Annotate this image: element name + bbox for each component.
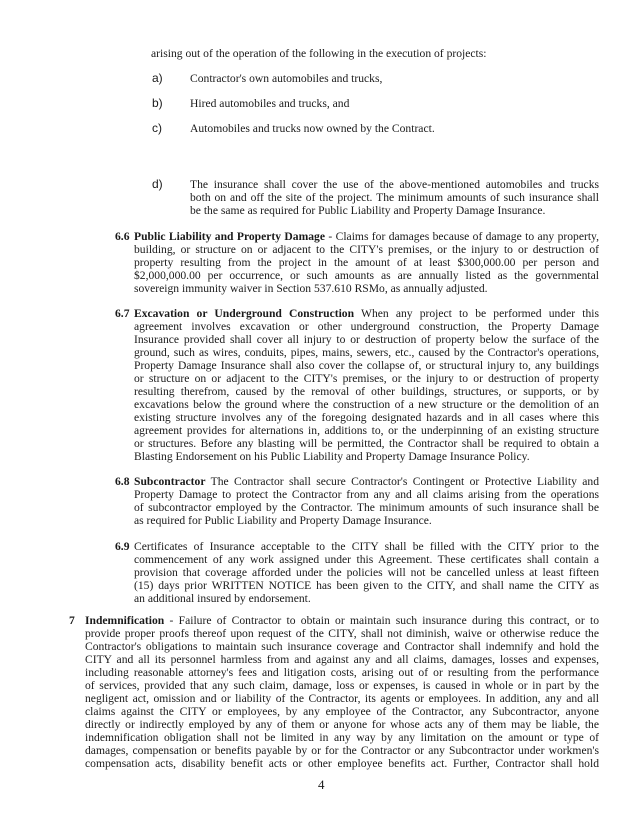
list-label-a: a) bbox=[152, 71, 163, 85]
section-heading: Excavation or Underground Construction bbox=[134, 307, 355, 320]
section-number: 6.8 bbox=[115, 475, 130, 488]
section-line: an additional insured by endorsement. bbox=[134, 592, 311, 605]
section-line: (15) days prior WRITTEN NOTICE has been given to the CITY, and shall name the CITY as bbox=[134, 579, 599, 592]
section-number: 6.9 bbox=[115, 540, 130, 553]
section-6-7-first-line: Excavation or Underground Construction When any project to be performed under this bbox=[134, 307, 600, 320]
section-heading: Subcontractor bbox=[134, 475, 206, 488]
section-line: Insurance provided shall cover all injury to or destruction of property below the surface of the bbox=[134, 333, 599, 346]
section-line: property resulting from the project in the amount of at least $300,000.00 per person and bbox=[134, 256, 599, 269]
section-number: 7 bbox=[69, 614, 75, 627]
section-line: agreement involves excavation or other underground construction, the Property Damage bbox=[134, 320, 599, 333]
section-line: commencement of any work assigned under this Agreement. These certificates shall contain a bbox=[134, 553, 599, 566]
section-number: 6.6 bbox=[115, 230, 130, 243]
section-6-6-first-line: Public Liability and Property Damage - Claims for damages because of damage to any property, bbox=[134, 230, 599, 243]
section-line: of subcontractor employed by the Contractor. The minimum amounts of such insurance shall be bbox=[134, 501, 599, 514]
section-line: excavations below the ground where the construction of a new structure or the demolition of an bbox=[134, 398, 599, 411]
section-line: Contractor's obligations to maintain such insurance coverage and Contractor shall indemnify and hold the bbox=[85, 640, 599, 653]
section-heading: Public Liability and Property Damage bbox=[134, 230, 326, 243]
section-line: Blasting Endorsement on his Public Liability and Property Damage Insurance Policy. bbox=[134, 450, 530, 463]
section-line: of services, provided that any such claim, damage, loss or expenses, is caused in whole or in part by the bbox=[85, 679, 599, 692]
section-line: $2,000,000.00 per occurrence, or such amounts as are annually listed as the governmental bbox=[134, 269, 599, 282]
section-line: Certificates of Insurance acceptable to the CITY shall be filled with the CITY prior to the bbox=[134, 540, 599, 553]
section-number: 6.7 bbox=[115, 307, 130, 320]
section-heading: Indemnification bbox=[85, 614, 165, 627]
section-line: building, or structure on or adjacent to the CITY's premises, or the injury to or destruction of bbox=[134, 243, 599, 256]
section-line: resulting therefrom, caused by the removal of other buildings, structures, or supports, or by bbox=[134, 385, 599, 398]
section-line: or structures. Before any blasting will be permitted, the Contractor shall be required to obtain a bbox=[134, 437, 599, 450]
section-line: Property Damage to protect the Contractor from any and all claims arising from the operations bbox=[134, 488, 599, 501]
section-line: directly or indirectly employed by any of them or anyone for whose acts any of them may be liable, the bbox=[85, 718, 599, 731]
list-item-d-line: The insurance shall cover the use of the above-mentioned automobiles and trucks bbox=[190, 178, 599, 191]
section-line: Property Damage Insurance shall also cover the collapse of, or structural injury to, any buildings bbox=[134, 359, 599, 372]
section-6-8-first-line: Subcontractor The Contractor shall secure Contractor's Contingent or Protective Liability and bbox=[134, 475, 599, 488]
list-item-c: Automobiles and trucks now owned by the Contract. bbox=[190, 122, 435, 135]
list-label-c: c) bbox=[152, 121, 162, 135]
section-line: negligent act, omission and or liability of the Contractor, its agents or employees. In addition, any and all bbox=[85, 692, 599, 705]
list-item-d-line: both on and off the site of the project. The minimum amounts of such insurance shall bbox=[190, 191, 599, 204]
section-line: damages, compensation or benefits payable by or for the Contractor or any Subcontractor under workmen's bbox=[85, 744, 599, 757]
intro-text: arising out of the operation of the following in the execution of projects: bbox=[151, 47, 487, 60]
section-line: as required for Public Liability and Property Damage Insurance. bbox=[134, 514, 432, 527]
section-line: existing structure involves any of the foregoing designated hazards and in all cases where this bbox=[134, 411, 599, 424]
list-item-d-line: be the same as required for Public Liability and Property Damage Insurance. bbox=[190, 204, 546, 217]
section-line: provide proper proofs thereof upon request of the CITY, shall not diminish, waive or otherwise reduce the bbox=[85, 627, 599, 640]
section-line: agreement provides for alternations in, additions to, or the underpinning of an existing structure bbox=[134, 424, 599, 437]
section-line: provision that coverage afforded under the policies will not be cancelled unless at least fifteen bbox=[134, 566, 599, 579]
section-line: compensation acts, disability benefit acts or other employee benefits act. Further, Contractor shall hold bbox=[85, 757, 599, 770]
list-item-a: Contractor's own automobiles and trucks, bbox=[190, 72, 383, 85]
section-line: claims against the CITY or employees, by any employee of the Contractor, any Subcontractor, anyone bbox=[85, 705, 599, 718]
section-line: indemnification obligation shall not be limited in any way by any limitation on the amount or type of bbox=[85, 731, 599, 744]
section-line: sovereign immunity waiver in Section 537.610 RSMo, as annually adjusted. bbox=[134, 282, 488, 295]
section-7-first-line: Indemnification - Failure of Contractor to obtain or maintain such insurance during this contract, or to bbox=[85, 614, 599, 627]
list-item-b: Hired automobiles and trucks, and bbox=[190, 97, 350, 110]
section-line: CITY and all its personnel harmless from and against any and all claims, damages, losses and expenses, bbox=[85, 653, 599, 666]
list-label-d: d) bbox=[152, 177, 163, 191]
section-line: ground, such as wires, conduits, pipes, mains, sewers, etc., caused by the Contractor's operations, bbox=[134, 346, 599, 359]
page-number: 4 bbox=[318, 777, 325, 792]
section-line: including reasonable attorney's fees and litigation costs, arising out of or resulting from the performance bbox=[85, 666, 599, 679]
list-label-b: b) bbox=[152, 96, 163, 110]
section-line: or structure on or adjacent to the CITY's premises, or the injury to or destruction of property bbox=[134, 372, 599, 385]
